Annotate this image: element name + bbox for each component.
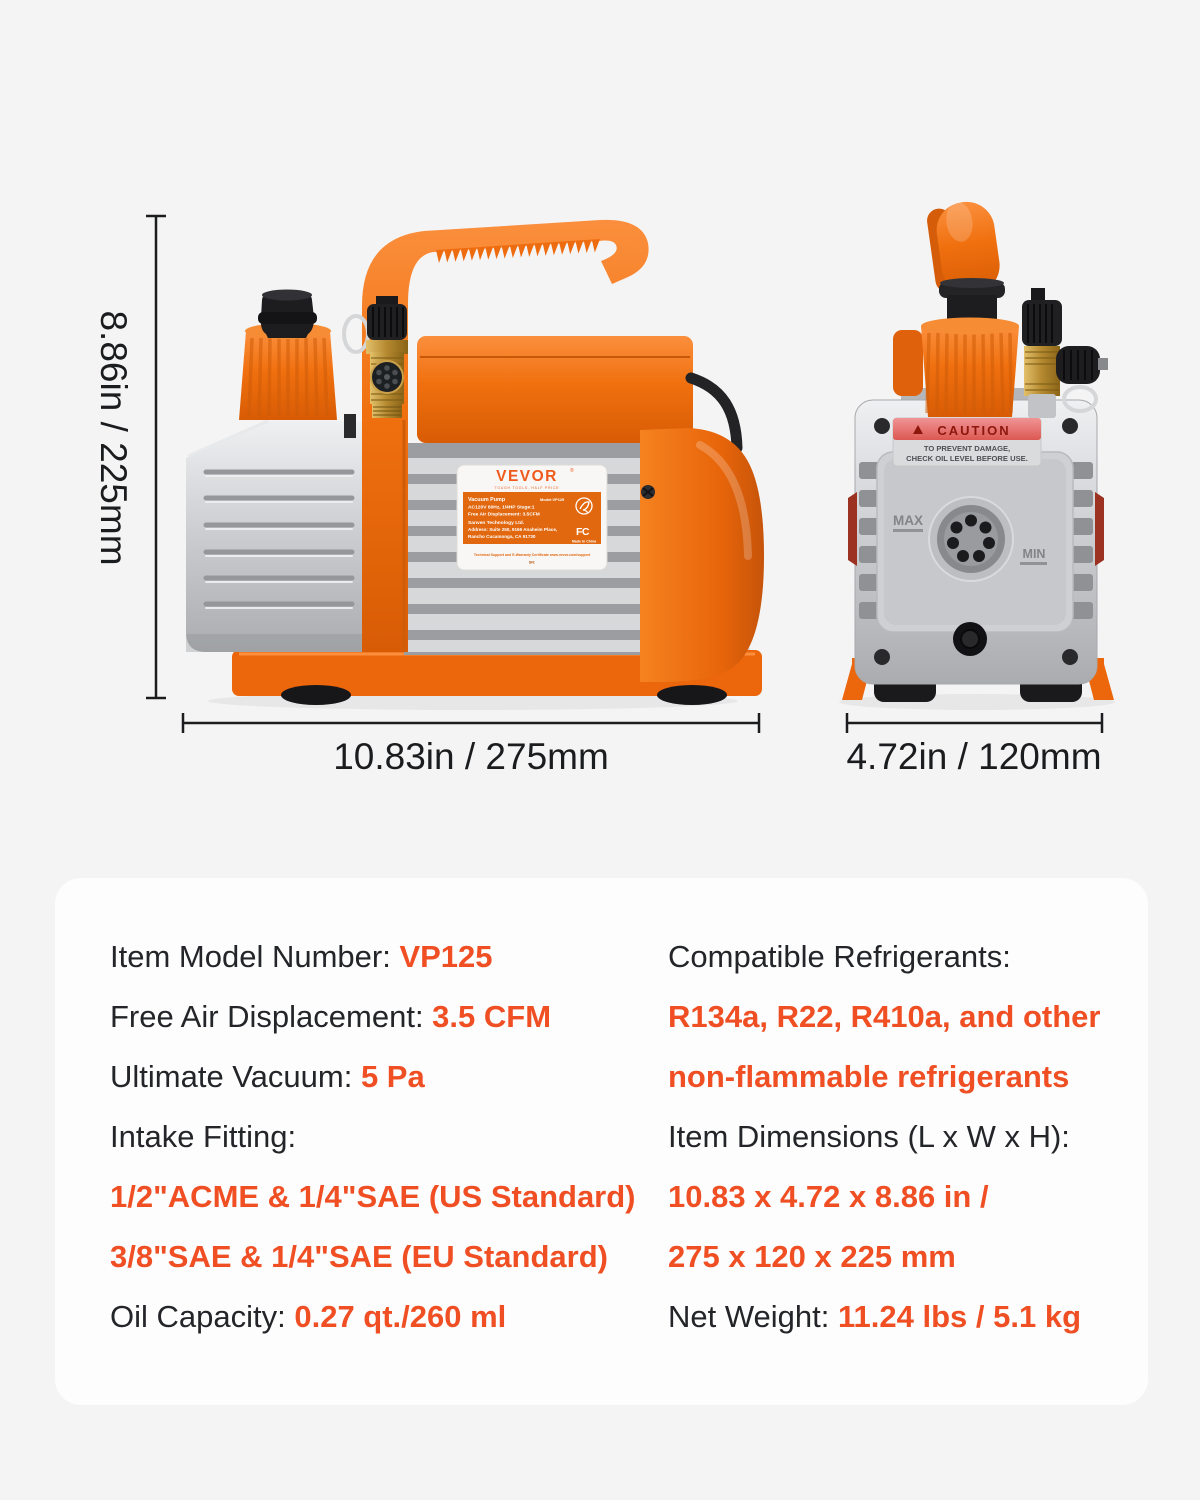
spec-card xyxy=(55,878,1148,1405)
caution-line1: TO PREVENT DAMAGE, xyxy=(923,444,1011,453)
spec-column-left xyxy=(110,927,636,1347)
spec-item-dimensions-label: Item Dimensions (L x W x H): xyxy=(668,1119,1070,1154)
nameplate-support-line: Technical Support and E-Warranty Certificate www.vevor.com/support xyxy=(473,553,591,557)
length-dimension-label: 10.83in / 275mm xyxy=(333,736,609,777)
spec-intake-fitting-label: Intake Fitting: xyxy=(110,1119,297,1154)
oil-fill-cap xyxy=(239,290,337,421)
fcc-logo: FC xyxy=(576,526,589,538)
spec-item-dimensions-in: 10.83 x 4.72 x 8.86 in / xyxy=(668,1179,989,1214)
length-dimension-line xyxy=(183,713,759,733)
spec-oil-capacity: Oil Capacity: 0.27 qt./260 ml xyxy=(110,1299,507,1334)
intake-fitting xyxy=(344,296,408,418)
caution-line2: CHECK OIL LEVEL BEFORE USE. xyxy=(906,454,1028,463)
nameplate-address2: Rancho Cucamonga, CA 91730 xyxy=(468,534,536,539)
spec-column-right xyxy=(668,927,1100,1347)
motor-end-cap xyxy=(640,428,764,682)
width-dimension-label: 4.72in / 120mm xyxy=(846,736,1102,777)
hose-clip xyxy=(344,414,356,438)
min-marking: MIN xyxy=(1022,547,1046,561)
drain-valve-handle xyxy=(848,492,857,566)
spec-net-weight: Net Weight: 11.24 lbs / 5.1 kg xyxy=(668,1299,1082,1334)
spec-refrigerants-value-2: non-flammable refrigerants xyxy=(668,1059,1070,1094)
rubber-foot xyxy=(657,685,727,705)
spec-air-displacement: Free Air Displacement: 3.5 CFM xyxy=(110,999,552,1034)
nameplate-company: Sanven Technology Ltd. xyxy=(468,521,525,526)
caution-label xyxy=(893,418,1041,466)
width-dimension-line xyxy=(847,713,1102,733)
caution-title: CAUTION xyxy=(937,423,1011,438)
electrical-box xyxy=(417,336,693,443)
nameplate-brand-text: VEVOR xyxy=(496,468,558,485)
max-marking: MAX xyxy=(893,513,923,528)
side-view-pump xyxy=(186,220,764,705)
nameplate-model: Model:VP125 xyxy=(540,497,565,502)
gas-ballast-valve xyxy=(1022,288,1062,418)
oil-sight-glass xyxy=(929,497,1013,581)
nameplate-reg-mark: ® xyxy=(570,468,574,474)
height-dimension-label: 8.86in / 225mm xyxy=(93,310,134,566)
spec-ultimate-vacuum: Ultimate Vacuum: 5 Pa xyxy=(110,1059,425,1094)
nameplate-product: Vacuum Pump xyxy=(468,497,506,503)
spec-intake-fitting-us: 1/2"ACME & 1/4"SAE (US Standard) xyxy=(110,1179,636,1214)
spec-intake-fitting-eu: 3/8"SAE & 1/4"SAE (EU Standard) xyxy=(110,1239,608,1274)
rubber-foot xyxy=(281,685,351,705)
spec-refrigerants-label: Compatible Refrigerants: xyxy=(668,939,1011,974)
collar-side-lug xyxy=(893,330,923,396)
spec-item-model: Item Model Number: VP125 xyxy=(110,939,493,974)
front-view-pump xyxy=(842,197,1114,702)
height-dimension-line xyxy=(146,216,166,698)
vevor-nameplate xyxy=(457,465,607,570)
nameplate-displacement: Free Air Displacement: 3.5CFM xyxy=(468,512,540,518)
spec-refrigerants-value-1: R134a, R22, R410a, and other xyxy=(668,999,1101,1034)
nameplate-address1: Address: Suite 250, 9166 Anaheim Place, xyxy=(468,527,558,532)
nameplate-tagline: TOUGH TOOLS, HALF PRICE xyxy=(494,486,560,490)
spec-item-dimensions-mm: 275 x 120 x 225 mm xyxy=(668,1239,956,1274)
nameplate-made-in: Made In China xyxy=(571,539,597,544)
drain-valve-handle xyxy=(1095,492,1104,566)
nameplate-sn: SN: xyxy=(528,560,536,565)
nameplate-electrical: AC120V 60Hz, 1/4HP Stage:1 xyxy=(468,505,535,511)
oil-drain-plug xyxy=(953,622,987,656)
pump-block-housing xyxy=(186,414,362,652)
